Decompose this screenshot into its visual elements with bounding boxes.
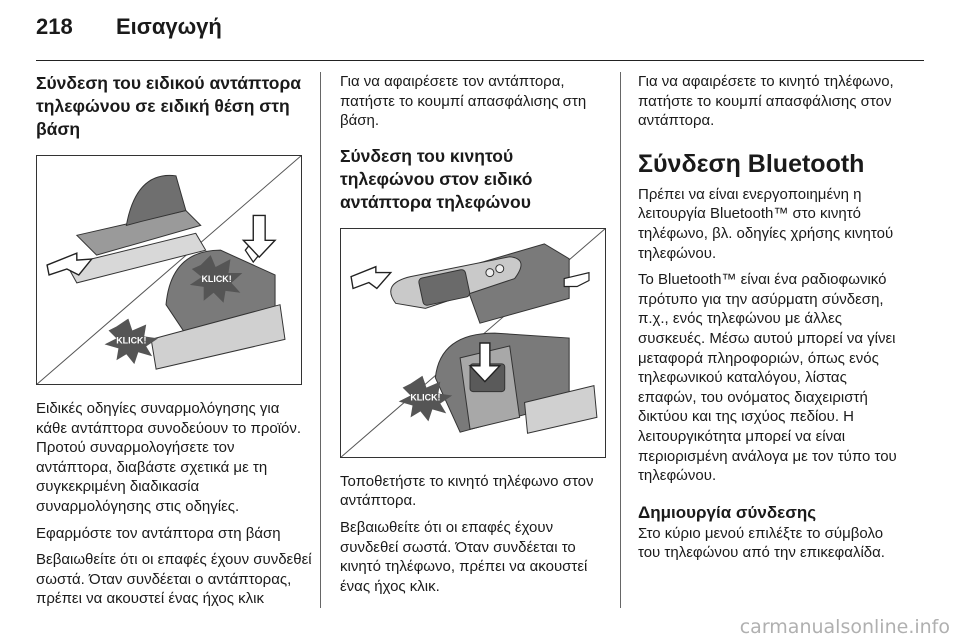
adapter-cradle-figure: [36, 155, 302, 385]
klick-label: KLICK!: [116, 335, 147, 346]
paragraph: Εφαρμόστε τον αντάπτορα στη βάση: [36, 524, 281, 542]
paragraph: Ειδικές οδηγίες συναρμολόγησης για κάθε αντάπτορα συνοδεύουν το προϊόν. Προτού συναρμολογήσετε τον αντάπτορα, διαβάστε σχετικά με τη συγκεκριμένη διαδικασία συναρμολόγησης στις οδηγίες.: [36, 400, 302, 515]
column-2: [340, 72, 608, 603]
paragraph: Στο κύριο μενού επιλέξτε το σύμβολο του τηλεφώνου από την επικεφαλίδα.: [638, 524, 885, 562]
watermark: carmanualsonline.info: [739, 616, 950, 638]
column-1: [36, 72, 312, 616]
page-number: 218: [36, 14, 73, 39]
klick-label: KLICK!: [201, 273, 232, 284]
paragraph: Για να αφαιρέσετε τον αντάπτορα, πατήστε το κουμπί απασφάλισης στη βάση.: [340, 73, 587, 130]
section-title: Εισαγωγή: [116, 14, 222, 39]
paragraph: Βεβαιωθείτε ότι οι επαφές έχουν συνδεθεί σωστά. Όταν συνδέεται ο αντάπτορας, πρέπει να ακουστεί ένας ήχος κλικ: [36, 551, 312, 608]
paragraph: Πρέπει να είναι ενεργοποιημένη η λειτουργία Bluetooth™ στο κινητό τηλέφωνο, βλ. οδηγίες χρήσης κινητού τηλεφώνου.: [638, 185, 894, 262]
mobile-phone-adapter-icon: [341, 229, 605, 457]
paragraph: Τοποθετήστε το κινητό τηλέφωνο στον αντάπτορα.: [340, 472, 594, 510]
create-connection-heading: Δημιουργία σύνδεσης: [638, 502, 817, 522]
column-divider: [320, 72, 321, 608]
paragraph: Για να αφαιρέσετε το κινητό τηλέφωνο, πατήστε το κουμπί απασφάλισης στον αντάπτορα.: [638, 73, 894, 130]
header-rule: [36, 60, 924, 61]
phone-adapter-cradle-icon: [37, 156, 301, 384]
phone-adapter-figure: [340, 228, 606, 458]
bluetooth-heading: Σύνδεση Bluetooth: [638, 149, 865, 178]
paragraph: Το Bluetooth™ είναι ένα ραδιοφωνικό πρότυπο για την ασύρματη σύνδεση, π.χ., ενός τηλεφώνου με άλλες συσκευές. Μέσω αυτού μπορεί να γίνει μεταφορά πληροφοριών, όπως ενός τηλεφωνικού καταλόγου, λίστας επαφών, του ονόματος διαχειριστή δικτύου και της ισχύος πεδίου. Η λειτουργικότητα μπορεί να είναι περιορισμένη ανάλογα με τον τύπο του τηλεφώνου.: [638, 271, 897, 485]
paragraph: Βεβαιωθείτε ότι οι επαφές έχουν συνδεθεί σωστά. Όταν συνδέεται το κινητό τηλέφωνο, πρέπει να ακουστεί ένας ήχος κλικ.: [340, 518, 588, 595]
phone-connection-heading: Σύνδεση του κινητού τηλεφώνου στον ειδικό αντάπτορα τηλεφώνου: [340, 145, 533, 212]
adapter-connection-heading: Σύνδεση του ειδικού αντάπτορα τηλεφώνου σε ειδική θέση στη βάση: [36, 73, 302, 139]
column-3: [638, 72, 906, 570]
klick-label: KLICK!: [410, 392, 441, 403]
column-divider: [620, 72, 621, 608]
page-header: [36, 14, 924, 44]
